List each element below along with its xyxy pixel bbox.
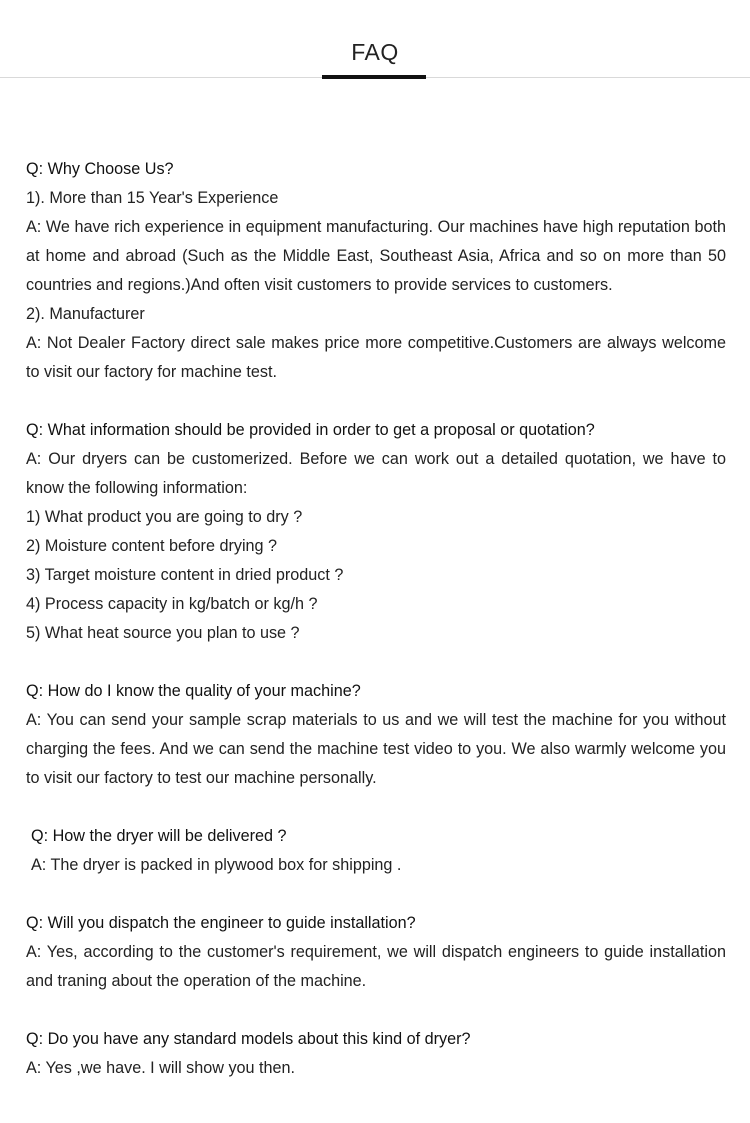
faq-list-item: 4) Process capacity in kg/batch or kg/h ? (26, 595, 318, 613)
page-header (0, 0, 750, 80)
title-underline (322, 75, 426, 79)
faq-line: 1). More than 15 Year's Experience (26, 189, 279, 207)
faq-item-installation (26, 909, 726, 996)
faq-item-quality (26, 677, 726, 793)
faq-line: 2). Manufacturer (26, 305, 145, 323)
faq-list-item: 1) What product you are going to dry ? (26, 508, 303, 526)
faq-question: Q: What information should be provided in order to get a proposal or quotation? (26, 421, 595, 439)
faq-list-item: 2) Moisture content before drying ? (26, 537, 278, 555)
faq-question: Q: How the dryer will be delivered ? (31, 827, 287, 845)
faq-answer: A: Yes ,we have. I will show you then. (26, 1059, 296, 1077)
faq-question: Q: Do you have any standard models about this kind of dryer? (26, 1030, 471, 1048)
faq-list (26, 155, 726, 1112)
faq-list-item: 3) Target moisture content in dried product ? (26, 566, 344, 584)
faq-item-quotation-info (26, 416, 726, 648)
faq-answer: A: The dryer is packed in plywood box for shipping . (31, 856, 402, 874)
faq-item-why-choose-us (26, 155, 726, 387)
faq-answer: A: Yes, according to the customer's requirement, we will dispatch engineers to guide installation and traning about the operation of the machine. (26, 943, 726, 990)
page-title: FAQ (351, 39, 399, 65)
faq-question: Q: How do I know the quality of your machine? (26, 682, 361, 700)
faq-item-delivery (26, 822, 726, 880)
faq-question: Q: Why Choose Us? (26, 160, 174, 178)
faq-list-item: 5) What heat source you plan to use ? (26, 624, 300, 642)
faq-answer: A: Our dryers can be customerized. Before we can work out a detailed quotation, we have to know the following information: (26, 450, 726, 497)
faq-item-standard-models (26, 1025, 726, 1083)
faq-answer: A: We have rich experience in equipment manufacturing. Our machines have high reputation both at home and abroad (Such as the Middle East, Southeast Asia, Africa and so on more than 50 countries and regions.)And often visit customers to provide services to customers. (26, 218, 726, 294)
faq-answer: A: Not Dealer Factory direct sale makes price more competitive.Customers are always welcome to visit our factory for machine test. (26, 334, 726, 381)
faq-answer: A: You can send your sample scrap materials to us and we will test the machine for you without charging the fees. And we can send the machine test video to you. We also warmly welcome you to visit our factory to test our machine personally. (26, 711, 726, 787)
faq-question: Q: Will you dispatch the engineer to guide installation? (26, 914, 416, 932)
